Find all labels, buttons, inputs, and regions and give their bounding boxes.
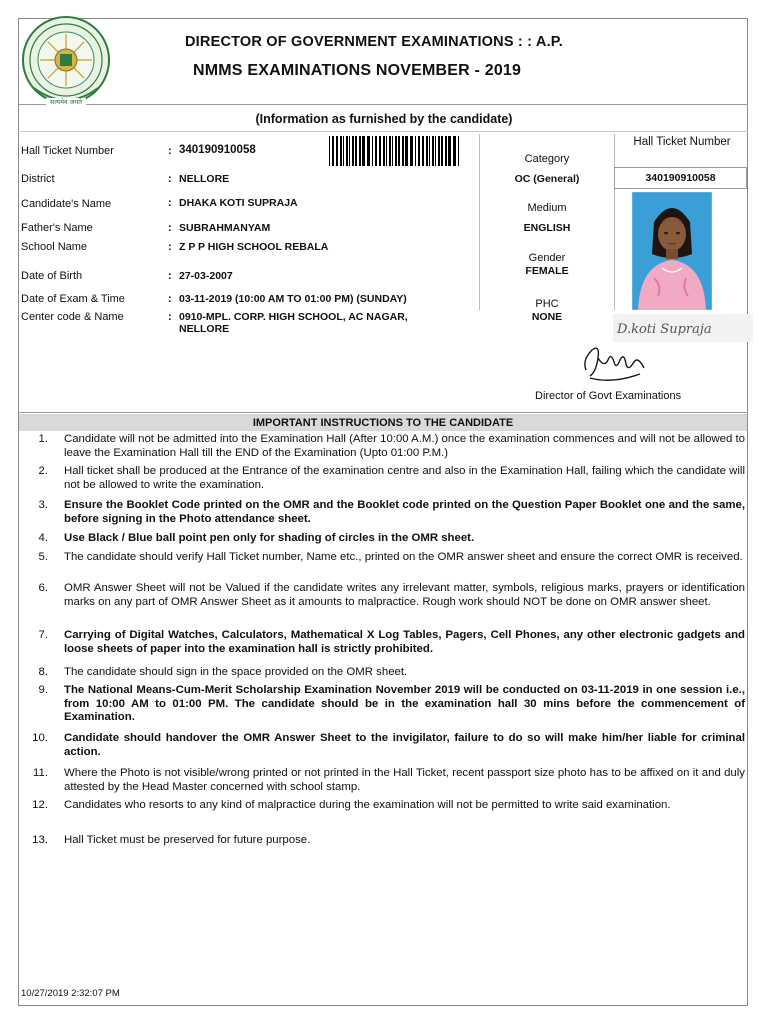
director-signature (578, 338, 648, 384)
print-timestamp: 10/27/2019 2:32:07 PM (21, 988, 120, 999)
barcode-bar (383, 136, 385, 166)
instruction-text: The candidate should verify Hall Ticket number, Name etc., printed on the OMR answer sheet and ensure the correct OMR is received. (64, 551, 743, 563)
barcode-bar (432, 136, 434, 166)
medium-value: ENGLISH (523, 222, 571, 234)
barcode-bar (445, 136, 447, 166)
barcode-bar (415, 136, 416, 166)
instruction-number: 13. (32, 834, 48, 846)
instruction-text: Candidates who resorts to any kind of malpractice during the examination will not be permitted to write said examination. (64, 799, 671, 811)
barcode-bar (392, 136, 393, 166)
barcode-bar (453, 136, 456, 166)
dob-value: 27-03-2007 (179, 270, 233, 282)
barcode-bar (355, 136, 357, 166)
document-title: DIRECTOR OF GOVERNMENT EXAMINATIONS : : A.P. (185, 34, 564, 50)
hall-ticket-caption: Hall Ticket Number (633, 136, 731, 148)
barcode-bar (346, 136, 348, 166)
barcode-bar (379, 136, 381, 166)
barcode-bar (386, 136, 387, 166)
candidate-signature-text: D.koti Supraja (617, 322, 712, 337)
instructions-divider (18, 412, 748, 413)
center-label: Center code & Name (21, 311, 124, 323)
colon: : (168, 293, 172, 305)
dob-label: Date of Birth (21, 270, 83, 282)
barcode-bar (332, 136, 334, 166)
barcode-bar (352, 136, 354, 166)
district-label: District (21, 173, 55, 185)
barcode-bar (372, 136, 373, 166)
instruction-text: Candidate will not be admitted into the Examination Hall (After 10:00 A.M.) once the examination commences and will not be allowed to leave the Examination Hall till the END of the Examination (Upto 01:00 P.M.) (64, 433, 745, 459)
colon: : (168, 311, 172, 323)
instruction-number: 2. (38, 465, 48, 477)
medium-label: Medium (527, 202, 567, 214)
barcode-bar (429, 136, 430, 166)
category-label: Category (524, 153, 570, 165)
district-value: NELLORE (179, 173, 230, 185)
instruction-number: 5. (38, 551, 48, 563)
center-value-line2: NELLORE (179, 323, 230, 335)
hall-ticket-label: Hall Ticket Number (21, 145, 114, 157)
instruction-text: OMR Answer Sheet will not be Valued if the candidate writes any irrelevant matter, symbols, religious marks, prayers or identification marks on any part of OMR Answer Sheet as it amounts to malpractice. Rough work should NOT be done on OMR answer sheet. (64, 582, 745, 608)
colon: : (168, 222, 172, 234)
barcode-bar (435, 136, 436, 166)
school-name-value: Z P P HIGH SCHOOL REBALA (179, 241, 329, 253)
barcode-bar (343, 136, 344, 166)
svg-text:सत्यमेव जयते: सत्यमेव जयते (50, 98, 82, 106)
center-value: 0910-MPL. CORP. HIGH SCHOOL, AC NAGAR, (179, 311, 408, 323)
barcode-bar (438, 136, 440, 166)
instruction-text: Carrying of Digital Watches, Calculators, Mathematical X Log Tables, Pagers, Cell Phones, any other electronic gadgets and loose sheets of paper into the examination hall is strictly prohibited. (64, 629, 745, 655)
exam-datetime-value: 03-11-2019 (10:00 AM TO 01:00 PM) (SUNDAY) (179, 293, 407, 305)
father-name-label: Father's Name (21, 222, 93, 234)
phc-label: PHC (535, 298, 559, 310)
barcode (328, 136, 462, 166)
barcode-bar (359, 136, 361, 166)
instruction-text: The candidate should sign in the space provided on the OMR sheet. (64, 666, 408, 678)
instruction-text: Use Black / Blue ball point pen only for shading of circles in the OMR sheet. (64, 532, 475, 544)
barcode-bar (362, 136, 365, 166)
school-name-label: School Name (21, 241, 88, 253)
header-divider (18, 104, 748, 105)
barcode-bar (389, 136, 391, 166)
barcode-bar (340, 136, 342, 166)
barcode-bar (349, 136, 350, 166)
barcode-bar (395, 136, 397, 166)
instruction-text: The National Means-Cum-Merit Scholarship Examination November 2019 will be conducted on 03-11-2019 in one session i.e., from 10:00 AM to 01:00 PM. The candidate should be in the examination hall 30 mins before the commencement of Examination. (64, 684, 745, 723)
instruction-text: Ensure the Booklet Code printed on the OMR and the Booklet code printed on the Question Paper Booklet one and the same, before signing in the Photo attendance sheet. (64, 499, 745, 525)
candidate-name-label: Candidate's Name (21, 198, 112, 210)
barcode-bar (375, 136, 377, 166)
barcode-bar (458, 136, 459, 166)
barcode-bar (398, 136, 400, 166)
instruction-number: 7. (38, 629, 48, 641)
instructions-heading: IMPORTANT INSTRUCTIONS TO THE CANDIDATE (19, 414, 747, 431)
instruction-number: 10. (32, 732, 48, 744)
info-note: (Information as furnished by the candidate) (255, 112, 513, 126)
director-label: Director of Govt Examinations (535, 390, 682, 402)
hall-ticket-value: 340190910058 (179, 144, 256, 156)
instruction-number: 11. (33, 767, 48, 779)
colon: : (168, 270, 172, 282)
barcode-bar (405, 136, 408, 166)
instruction-number: 4. (38, 532, 48, 544)
colon: : (168, 197, 172, 209)
exam-title: NMMS EXAMINATIONS NOVEMBER - 2019 (193, 62, 522, 79)
gender-label: Gender (528, 252, 566, 264)
instruction-number: 1. (38, 433, 48, 445)
barcode-bar (441, 136, 443, 166)
ap-government-emblem-icon (20, 16, 112, 108)
barcode-bar (336, 136, 338, 166)
colon: : (168, 173, 172, 185)
barcode-bar (329, 136, 330, 166)
instruction-number: 12. (32, 799, 48, 811)
phc-value: NONE (531, 311, 563, 323)
instruction-number: 8. (38, 666, 48, 678)
instruction-number: 3. (38, 499, 48, 511)
hall-ticket-number-box: 340190910058 (614, 167, 747, 189)
barcode-bar (410, 136, 413, 166)
exam-datetime-label: Date of Exam & Time (21, 293, 125, 305)
barcode-bar (426, 136, 428, 166)
barcode-bar (402, 136, 404, 166)
father-name-value: SUBRAHMANYAM (179, 222, 271, 234)
column-divider-right (614, 134, 615, 310)
instruction-text: Where the Photo is not visible/wrong printed or not printed in the Hall Ticket, recent passport size photo has to be affixed on it and duly attested by the Head Master concerned with school stamp. (64, 767, 745, 793)
barcode-bar (367, 136, 370, 166)
colon: : (168, 241, 172, 253)
category-value: OC (General) (514, 173, 580, 185)
instruction-text: Hall ticket shall be produced at the Entrance of the examination centre and also in the Examination Hall, failing which the candidate will not be allowed to write the examination. (64, 465, 745, 491)
candidate-name-value: DHAKA KOTI SUPRAJA (179, 197, 298, 209)
instruction-number: 6. (38, 582, 48, 594)
instruction-number: 9. (38, 684, 48, 696)
candidate-photo (632, 192, 712, 310)
gender-value: FEMALE (525, 265, 569, 277)
instruction-text: Candidate should handover the OMR Answer Sheet to the invigilator, failure to do so will make him/her liable for criminal action. (64, 732, 745, 758)
colon: : (168, 145, 172, 157)
instruction-text: Hall Ticket must be preserved for future purpose. (64, 834, 311, 846)
barcode-bar (448, 136, 451, 166)
barcode-bar (418, 136, 420, 166)
info-divider (18, 131, 748, 132)
barcode-bar (422, 136, 424, 166)
